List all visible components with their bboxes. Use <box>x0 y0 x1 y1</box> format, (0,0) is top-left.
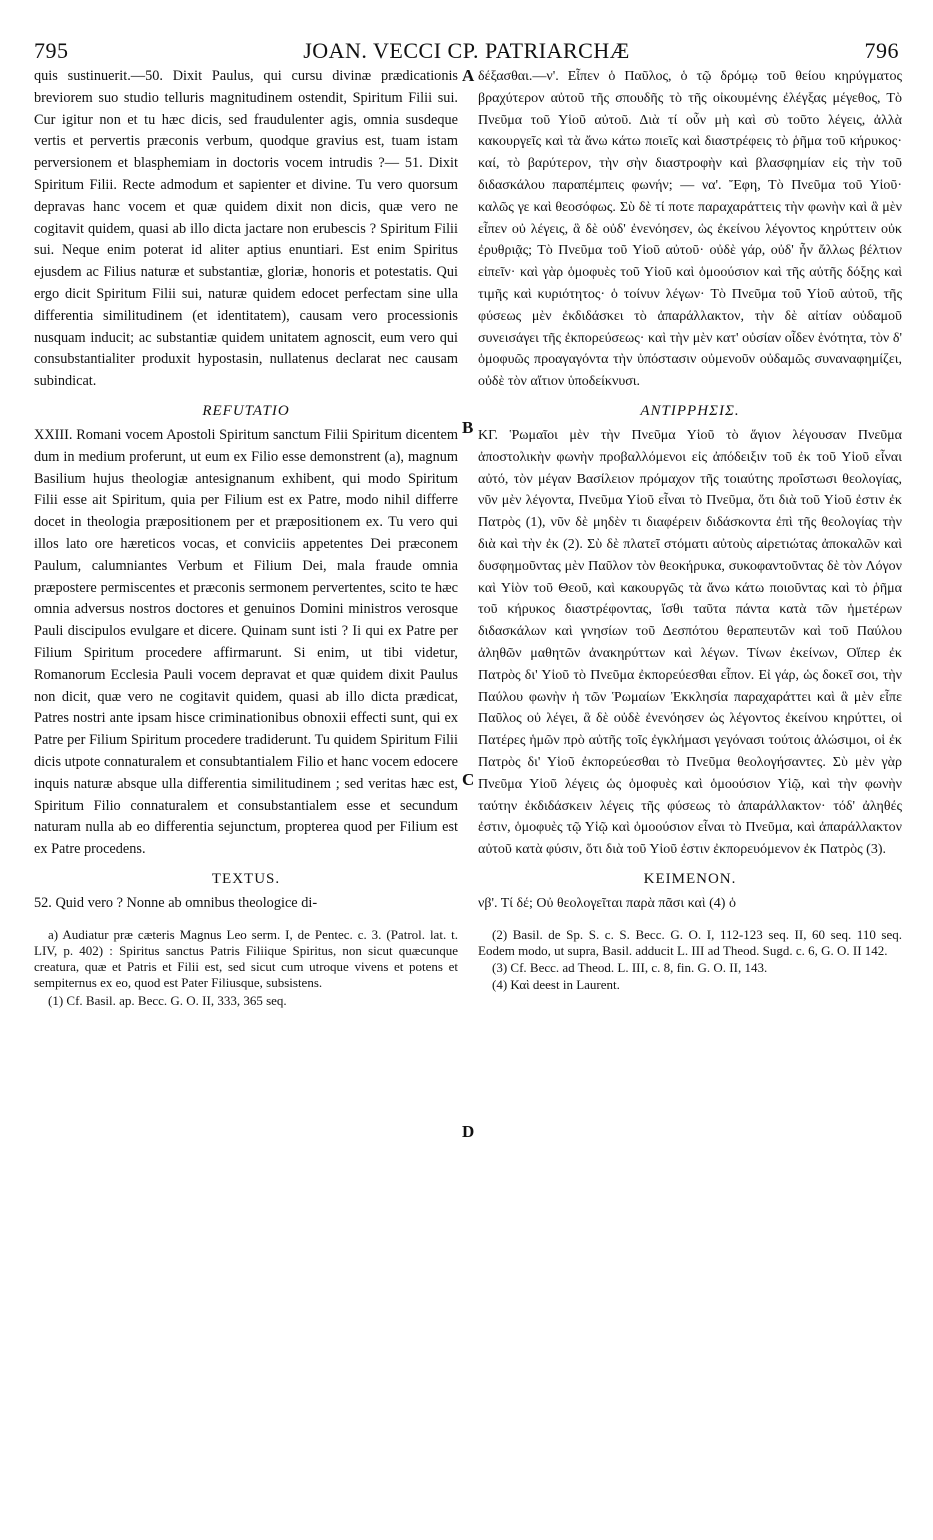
running-header <box>34 38 899 66</box>
greek-paragraph: δέξασθαι.—ν'. Εἶπεν ὁ Παῦλος, ὁ τῷ δρόμῳ τοῦ θείου κηρύγματος βραχύτερον αὐτοῦ τῆς σπουδῆς τὸ τῆς οἰκουμένης ἐλέγξας μέγεθος, Τὸ Πνεῦμα τοῦ Υἱοῦ αὐτοῦ. Διὰ τί οὖν μὴ καὶ σὺ τοῦτο λέγεις, ἀλλὰ κακουργεῖς καὶ τὰ ἄνω κάτω ποιεῖς καὶ διαστρέφεις τὸ ῥῆμα τοῦ κήρυκος· καί, τὸ βαρύτερον, τὴν σὴν διαστροφὴν καὶ βλασφημίαν εἰς τὴν τοῦ διδασκάλου παραπέμπεις φωνήν; — να'. Ἔφη, Τὸ Πνεῦμα τοῦ Υἱοῦ· καλῶς γε καὶ θεοσόφως. Σὺ δὲ τί ποτε παραχαράττεις τὴν φωνὴν καὶ ἃ μὲν εἶπεν οὐ λέγεις, ἃ δὲ οὐδ' ἐνενόησεν, ὡς ἐκείνου λέγοντος κηρύττειν οὐκ ἐρυθριᾷς; Τὸ Πνεῦμα τοῦ Υἱοῦ αὐτοῦ· οὐδὲ γάρ, οὐδ' ἦν ἄλλως βέλτιον εἰπεῖν· καὶ γὰρ ὁμοφυὲς τοῦ Υἱοῦ καὶ ὁμοούσιον καὶ τῆς αὐτῆς δόξης καὶ τιμῆς καὶ κυριότητος· ὁ τοίνυν λέγων· Τὸ Πνεῦμα τοῦ Υἱοῦ αὐτοῦ, τῆς φύσεως μὲν ἐκδιδάσκει τὸ ἀπαράλλακτον, τὴν δὲ αἰτίαν οὐδαμοῦ συνεισάγει τῆς ἐκπορεύσεως· καὶ τὴν μὲν κατ' οὐσίαν οἶδεν ἑνότητα, τὸν δ' ὁμοφυῶς προαγαγόντα τὴν ὑπόστασιν οὐμενοῦν οὐδαμῶς συναναφημίζει, οὐδὲ τὸν αἴτιον ὑποδείκνυσι. <box>478 69 902 390</box>
margin-letter-b: B <box>462 418 474 437</box>
greek-text-block <box>478 66 902 393</box>
textus-heading: TEXTUS. <box>211 870 281 887</box>
running-title: JOAN. VECCI CP. PATRIARCHÆ <box>303 38 630 63</box>
refutatio-paragraph: XXIII. Romani vocem Apostoli Spiritum sanctum Filii Spiritum dicentem dum in medium proferunt, ut eum ex Filio esse demonstrent (a), magnum Basilium hujus theologiæ antesignanum exhibent, qui modo Spiritum Filii esse ait Spiritum, quia per Filium est ex Patre, modo nihil differre docet in theologia præpositionem per et præpositionem ex. Tu vero qui illos lato ore hæreticos vocas, et conviciis appetentes Dei præconem Paulum, calumniantes Verbum et Filium Dei, mala fraude omnia præpostere permiscentes et præconis sermonem pervertentes, scito te hæc omnia adversus nostros doctores et genuinos Domini ministros verosque Pauli discipulos evulgare et dicere. Quinam sunt isti ? Ii qui ex Patre per Filium Spiritum procedere affirmarunt. Si enim, ut tibi videtur, Romanorum Ecclesia Pauli vocem depravat et quæ quidem dixit Paulus non dicit, quæ vero ne cogitavit quidem, quasi ab illo dicta prædicat, Patres nostri ante ipsam hisce criminationibus obnoxii effecti sunt, qui ex Patre per Filium Spiritum procedere tradiderunt. Tu quidem Spiritum Filii dicis utpote connaturalem et consubtantialem Filio et hanc vocem edocere inquis naturæ absque ulla differentia similitudinem ; sed veritas hæc est, Spiritum Filio connaturalem et consubstantialem esse et secundum naturam nulla ab eo differentia sejunctum, propterea quod per Filium est ex Patre procedens. <box>34 426 458 858</box>
keimenon-text-block <box>478 893 902 915</box>
latin-footnotes <box>34 927 458 1009</box>
margin-letter-a: A <box>462 66 475 85</box>
textus-text-block <box>34 893 458 915</box>
margin-letter-d: D <box>462 1122 475 1141</box>
keimenon-heading: ΚΕΙΜΕΝΟΝ. <box>643 870 737 887</box>
greek-column <box>478 66 902 995</box>
textus-paragraph: 52. Quid vero ? Nonne ab omnibus theologice di- <box>34 894 318 911</box>
antirrhesis-heading: ΑΝΤΙΡΡΗΣΙΣ. <box>640 402 740 419</box>
refutatio-heading: REFUTATIO <box>202 402 290 419</box>
latin-column <box>34 66 458 1010</box>
latin-text-block <box>34 66 458 393</box>
greek-footnotes <box>478 927 902 994</box>
footnote: (1) Cf. Basil. ap. Becc. G. O. II, 333, 365 seq. <box>48 992 287 1008</box>
footnote: (2) Basil. de Sp. S. c. S. Becc. G. O. I, 112-123 seq. II, 60 seq. 110 seq. Eodem modo, ut supra, Basil. adducit L. III ad Theod. Sugd. c. 6, G. O. II 142. <box>478 926 902 958</box>
page-number-left: 795 <box>34 38 69 63</box>
footnote: (3) Cf. Becc. ad Theod. L. III, c. 8, fin. G. O. II, 143. <box>492 960 768 976</box>
footnote: a) Audiatur præ cæteris Magnus Leo serm. I, de Pentec. c. 3. (Patrol. lat. t. LIV, p. 402) : Spiritus sanctus Patris Filiique Spiritus, non sicut quæcunque creatura, quæ et Patris et Filii est, sed sicut cum utroque vivens et potens et sempiternus ex eo, quod est Pater Filiusque, subsistens. <box>34 926 458 991</box>
antirrhesis-text-block <box>478 425 902 861</box>
latin-paragraph: quis sustinuerit.—50. Dixit Paulus, qui cursu divinæ prædicationis breviorem suo studio telluris magnitudinem ostendit, Spiritum Filii sui. Cur igitur non et tu hæc dicis, sed fraudulenter agis, omnia susdeque vertis et pervertis præconis verbum, quodque gravius est, tuam istam perversionem et blasphemiam in doctoris vocem intrudis ?— 51. Dixit Spiritum Filii. Recte admodum et sapienter et divine. Tu vero quorsum depravas hanc vocem et quæ quidem dixit non dicis, quæ vero ne cogitavit quidem, quasi ab illo dicta jactare non erubescis ? Spiritum Filii sui. Neque enim poterat id aliter aptius enuntiari. Est enim Spiritus ejusdem ac Filius naturæ et substantiæ, gloriæ, honoris et potestatis. Qui ergo dicit Spiritum Filii sui, naturæ quidem edocet perfectam sine ulla differentia similitudinem (et identitatem), causam vero processionis nusquam inducit; ac substantiæ quidem unitatem agnoscit, eum vero qui consubstantialiter produxit hypostasin, nullatenus declarat nec causam subindicat. <box>34 68 458 390</box>
margin-letter-c: C <box>462 770 475 789</box>
keimenon-paragraph: νβ'. Τί δέ; Οὐ θεολογεῖται παρὰ πᾶσι καὶ (4) ὁ <box>478 895 736 911</box>
antirrhesis-paragraph: ΚΓ. Ῥωμαῖοι μὲν τὴν Πνεῦμα Υἱοῦ τὸ ἅγιον λέγουσαν Πνεῦμα ἀποστολικὴν φωνὴν προβαλλόμενοι εἰς ἀπόδειξιν τοῦ ἐκ τοῦ Υἱοῦ εἶναι αὐτό, τὸν μέγαν Βασίλειον πρόμαχον τῆς τοιαύτης προΐστωσι θεολογίας, νῦν μὲν λέγοντα, Πνεῦμα Υἱοῦ εἶναι τὸ Πνεῦμα, ὅτι διὰ τοῦ Υἱοῦ ἐστιν ἐκ Πατρὸς (1), νῦν δὲ μηδὲν τι διαφέρειν διδάσκοντα ἐπὶ τῆς θεολογίας τὴν διὰ καὶ τὴν ἐκ (2). Σὺ δὲ πλατεῖ στόματι αὐτοὺς αἱρετιώτας ἀποκαλῶν καὶ δυσφημοῦντας μὲν Παῦλον τὸν θεοκήρυκα, συκοφαντοῦντας δὲ τὸν Λόγον καὶ Υἱὸν τοῦ Θεοῦ, καὶ κακουργῶς τὰ ἄνω κάτω ποιοῦντας καὶ τὸ ῥῆμα τοῦ κήρυκος διαστρέφοντας, ἴσθι ταῦτα πάντα κατὰ τῶν ἡμετέρων διδασκάλων καὶ γνησίων τοῦ Δεσπότου θεραπευτῶν καὶ τοῦ Παύλου ἀληθῶν μαθητῶν ἀνακηρύττων καὶ λέγων. Τίνων ἐκείνων, Οἵπερ ἐκ Πατρὸς δι' Υἱοῦ τὸ Πνεῦμα ἐκπορεύεσθαι εἶπον. Εἰ γάρ, ὡς δοκεῖ σοι, τὴν Παύλου φωνὴν ἡ τῶν Ῥωμαίων Ἐκκλησία παραχαράττει καὶ ἃ μὲν εἶπε Παῦλος οὐ λέγει, ἃ δὲ οὐδὲ ἐνενόησεν ὡς λέγοντος ἐκείνου κηρύττει, οἱ Πατέρες ἡμῶν πρὸ αὐτῆς τοῖς ἐγκλήμασι γεγόνασι τούτοις ἁλώσιμοι, οἱ ἐκ Πατρὸς δι' Υἱοῦ ἐκπορεύεσθαι τὸ Πνεῦμα θεολογήσαντες. Σὺ μὲν γὰρ Πνεῦμα Υἱοῦ λέγεις ὡς ὁμοφυὲς καὶ ὁμοούσιον Υἱῷ, καὶ τὴν φωνὴν ταύτην ἐκδιδάσκειν λέγεις τῆς φύσεως τὸ ἀπαράλλακτον· τόδ' ἀληθές ἐστιν, ὁμοφυὲς τῷ Υἱῷ καὶ ὁμοούσιον εἶναι τὸ Πνεῦμα, καὶ ἀπαράλλακτον αὐτοῦ κατὰ φύσιν, ὅτι διὰ τοῦ Υἱοῦ ἐστιν ἐκπορευόμενον ἐκ Πατρὸς (3). <box>478 427 902 858</box>
refutatio-text-block <box>34 425 458 861</box>
footnote: (4) Καὶ deest in Laurent. <box>492 977 620 993</box>
page-number-right: 796 <box>864 38 899 63</box>
